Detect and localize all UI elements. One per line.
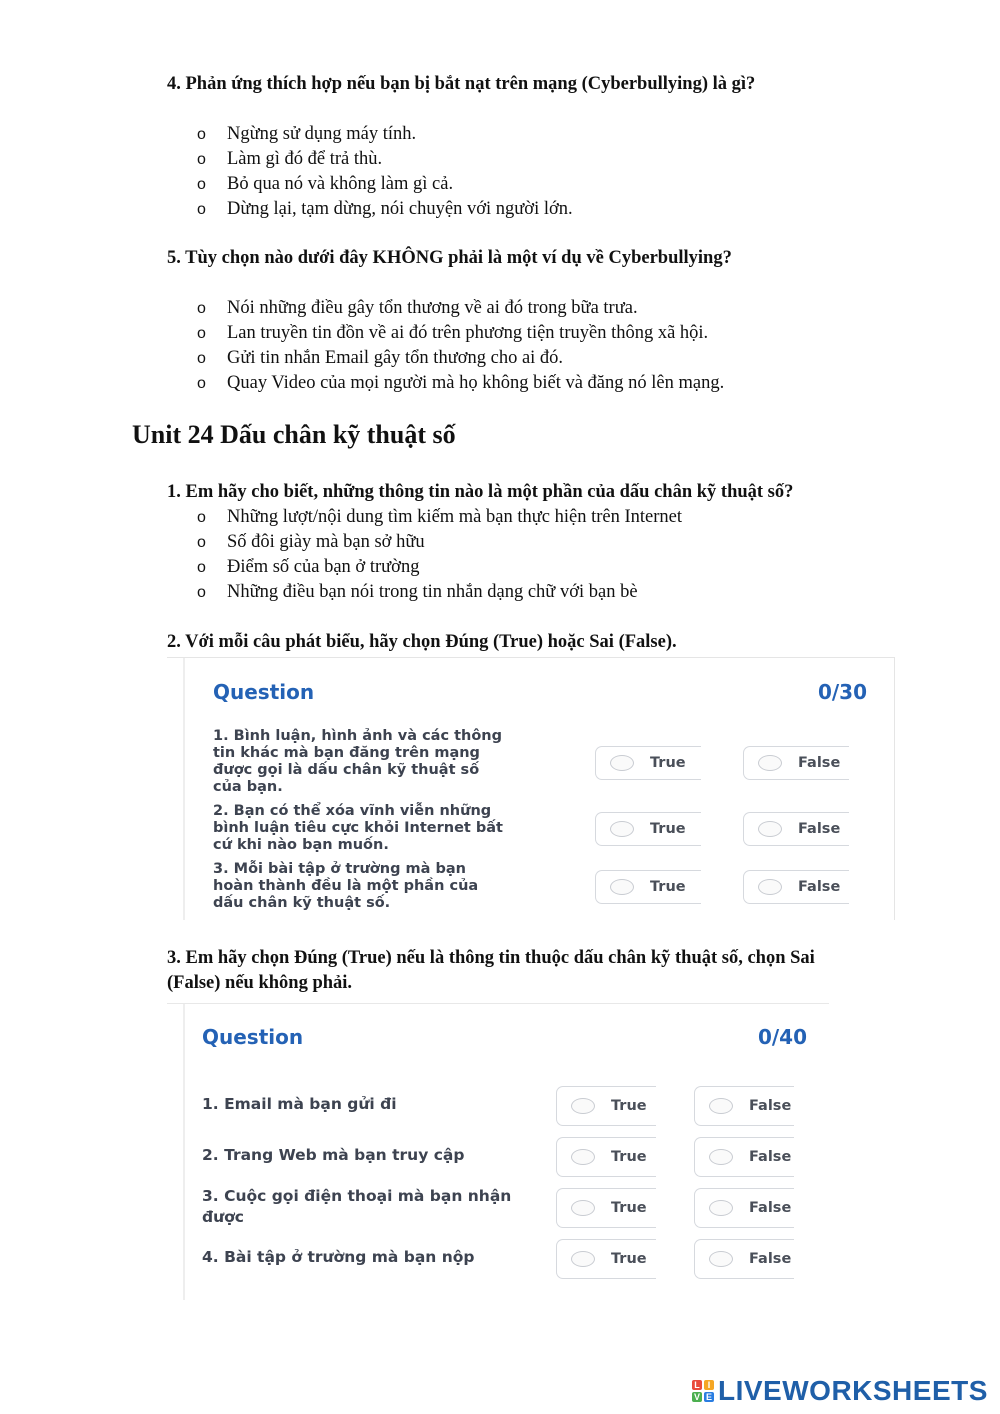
radio-circle-icon [709, 1149, 733, 1165]
logo-text: LIVEWORKSHEETS [718, 1375, 988, 1406]
radio-circle-icon [571, 1098, 595, 1114]
unit-question-3: 3. Em hãy chọn Đúng (True) nếu là thông tin thuộc dấu chân kỹ thuật số, chọn Sai (False) nếu không phải. [167, 948, 815, 993]
option[interactable]: o Quay Video của mọi người mà họ không biết và đăng nó lên mạng. [197, 371, 724, 396]
radio-circle-icon [610, 755, 634, 771]
unit-heading: Unit 24 Dấu chân kỹ thuật số [132, 420, 456, 449]
widget-title: Question [213, 680, 315, 704]
false-radio[interactable]: False [694, 1188, 794, 1228]
radio-circle-icon [571, 1200, 595, 1216]
radio-circle-icon [610, 821, 634, 837]
question-5-options [197, 296, 724, 396]
false-radio[interactable]: False [743, 870, 849, 904]
widget-counter: 0/40 [757, 1025, 807, 1049]
widget-statement: 2. Trang Web mà bạn truy cập [202, 1146, 465, 1164]
true-radio[interactable]: True [556, 1137, 656, 1177]
radio-circle-icon [571, 1251, 595, 1267]
false-radio[interactable]: False [694, 1239, 794, 1279]
option[interactable]: o Gửi tin nhắn Email gây tổn thương cho ai đó. [197, 346, 724, 371]
widget-statement: 3. Cuộc gọi điện thoại mà bạn nhận được [202, 1187, 512, 1226]
question-widget-2 [167, 1003, 829, 1300]
option[interactable]: o Lan truyền tin đồn về ai đó trên phương tiện truyền thông xã hội. [197, 321, 724, 346]
true-radio[interactable]: True [595, 812, 701, 846]
radio-circle-icon [758, 755, 782, 771]
radio-circle-icon [758, 879, 782, 895]
option[interactable]: o Những lượt/nội dung tìm kiếm mà bạn thực hiện trên Internet [197, 505, 682, 530]
option[interactable]: o Những điều bạn nói trong tin nhắn dạng chữ với bạn bè [197, 580, 682, 605]
false-radio[interactable]: False [743, 746, 849, 780]
option[interactable]: o Dừng lại, tạm dừng, nói chuyện với người lớn. [197, 197, 573, 222]
true-radio[interactable]: True [595, 870, 701, 904]
radio-circle-icon [758, 821, 782, 837]
radio-circle-icon [571, 1149, 595, 1165]
radio-circle-icon [610, 879, 634, 895]
false-radio[interactable]: False [694, 1086, 794, 1126]
option[interactable]: o Nói những điều gây tổn thương về ai đó trong bữa trưa. [197, 296, 724, 321]
unit-question-1: 1. Em hãy cho biết, những thông tin nào là một phần của dấu chân kỹ thuật số? [167, 482, 794, 502]
true-radio[interactable]: True [556, 1239, 656, 1279]
widget-title: Question [202, 1025, 304, 1049]
radio-circle-icon [709, 1251, 733, 1267]
widget-counter: 0/30 [817, 680, 867, 704]
widget-statement: 2. Bạn có thể xóa vĩnh viễn những bình luận tiêu cực khỏi Internet bất cứ khi nào bạn muốn. [213, 803, 503, 853]
live-logo-icon: L I V E [693, 1380, 712, 1402]
widget-statement: 1. Email mà bạn gửi đi [202, 1095, 397, 1113]
unit-question-2: 2. Với mỗi câu phát biểu, hãy chọn Đúng (True) hoặc Sai (False). [167, 632, 677, 652]
question-4-options [197, 122, 573, 222]
false-radio[interactable]: False [694, 1137, 794, 1177]
liveworksheets-logo [692, 1375, 988, 1407]
false-radio[interactable]: False [743, 812, 849, 846]
question-widget-1 [167, 657, 895, 920]
widget-statement: 3. Mỗi bài tập ở trường mà bạn hoàn thành đều là một phần của dấu chân kỹ thuật số. [213, 861, 479, 911]
widget-statement: 4. Bài tập ở trường mà bạn nộp [202, 1248, 475, 1266]
option[interactable]: o Ngừng sử dụng máy tính. [197, 122, 573, 147]
option[interactable]: o Điểm số của bạn ở trường [197, 555, 682, 580]
true-radio[interactable]: True [556, 1188, 656, 1228]
true-radio[interactable]: True [556, 1086, 656, 1126]
unit-question-1-options [197, 505, 682, 605]
option[interactable]: o Số đôi giày mà bạn sở hữu [197, 530, 682, 555]
option[interactable]: o Bỏ qua nó và không làm gì cả. [197, 172, 573, 197]
widget-statement: 1. Bình luận, hình ảnh và các thông tin khác mà bạn đăng trên mạng được gọi là dấu chân kỹ thuật số của bạn. [213, 728, 503, 795]
question-5: 5. Tùy chọn nào dưới đây KHÔNG phải là một ví dụ về Cyberbullying? [167, 248, 732, 268]
radio-circle-icon [709, 1098, 733, 1114]
option[interactable]: o Làm gì đó để trả thù. [197, 147, 573, 172]
radio-circle-icon [709, 1200, 733, 1216]
question-4: 4. Phản ứng thích hợp nếu bạn bị bắt nạt trên mạng (Cyberbullying) là gì? [167, 74, 756, 94]
true-radio[interactable]: True [595, 746, 701, 780]
